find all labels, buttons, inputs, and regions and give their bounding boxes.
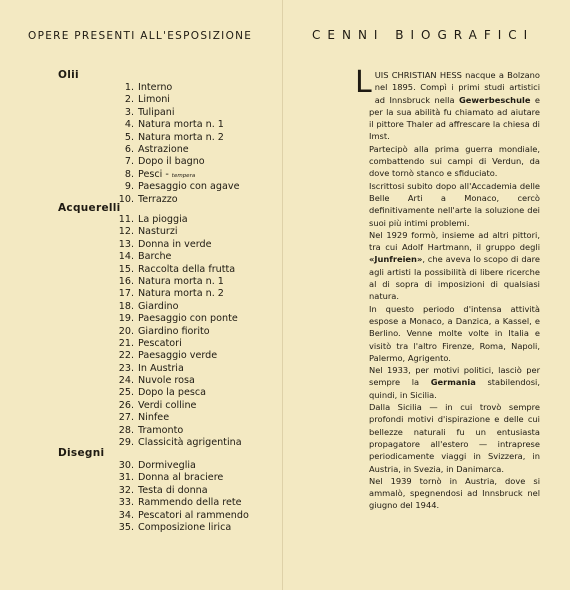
work-item	[100, 288, 242, 300]
fold-line	[282, 0, 283, 590]
bio-paragraph: In questo periodo d'intensa attività espose a Monaco, a Danzica, a Kassel, e Berlino. Venne molte volte in Italia e visitò tra l'altro Firenze, Roma, Napoli, Palermo, Agrigento.	[369, 303, 540, 363]
work-item	[100, 82, 239, 94]
works-list-acquerelli	[100, 214, 242, 449]
bio-text: UIS CHRISTIAN HESS nacque a Bolzano nel 1895. Compì i primi studi artistici ad Innsbruck nella	[374, 70, 540, 105]
work-number: 11.	[118, 214, 134, 225]
work-item	[100, 226, 242, 238]
bio-paragraph	[355, 65, 540, 143]
bio-paragraph: Dalla Sicilia — in cui trovò sempre profondi motivi d'ispirazione e delle cui bellezze naturali fu un entusiasta propagatore all'estero — intraprese periodicamente viaggi in Svizzera, in Austria, in Svezia, in Danimarca.	[369, 402, 540, 474]
biography-heading: CENNI BIOGRAFICI	[312, 28, 535, 42]
work-title: Pesci -	[138, 168, 169, 180]
work-item	[100, 251, 242, 263]
work-item	[100, 485, 249, 497]
work-note: tempera	[171, 172, 196, 179]
work-title: Limoni	[138, 94, 170, 106]
work-number: 21.	[118, 337, 134, 349]
work-number: 26.	[118, 399, 134, 411]
bio-paragraph: Iscrittosi subito dopo all'Accademia delle Belle Arti a Monaco, cercò definitivamente nell'arte la soluzione dei suoi più intimi problemi.	[369, 180, 540, 228]
bio-text: stabilendosi, quindi, in Sicilia.	[369, 377, 540, 400]
section-label-olii: Olii	[58, 69, 79, 81]
work-number: 25.	[118, 387, 134, 399]
work-item	[100, 264, 242, 276]
bio-paragraph: Nel 1939 tornò in Austria, dove si ammalò, spegnendosi ad Innsbruck nel giugno del 1944.	[369, 475, 540, 511]
work-number: 32.	[118, 484, 134, 496]
work-item	[100, 313, 242, 325]
bio-text: , che aveva lo scopo di dare agli artisti la possibilità di libere ricerche al di sopra di imposizioni di qualsiasi natura.	[369, 254, 540, 302]
work-title: Tulipani	[138, 106, 175, 118]
work-title: Classicità agrigentina	[138, 437, 242, 449]
work-title: Donna in verde	[138, 238, 212, 250]
work-title: Raccolta della frutta	[138, 263, 236, 275]
bio-paragraph	[369, 364, 540, 401]
work-item	[100, 156, 239, 168]
work-item	[100, 169, 239, 181]
work-number: 28.	[118, 424, 134, 436]
work-number: 35.	[118, 521, 134, 533]
work-number: 15.	[118, 263, 134, 275]
work-number: 13.	[118, 238, 134, 250]
work-title: Pescatori al rammendo	[138, 509, 249, 521]
work-title: Dopo la pesca	[138, 387, 207, 399]
work-number: 24.	[118, 375, 134, 387]
work-number: 27.	[118, 412, 134, 424]
work-number: 23.	[118, 362, 134, 374]
work-number: 4.	[124, 119, 134, 131]
work-title: Testa di donna	[138, 484, 208, 496]
work-item	[100, 363, 242, 375]
works-list-olii	[100, 82, 239, 206]
work-item	[100, 412, 242, 424]
section-label-acquerelli: Acquerelli	[58, 202, 121, 214]
work-item	[100, 94, 239, 106]
work-number: 33.	[118, 497, 134, 509]
work-item	[100, 107, 239, 119]
work-title: Nuvole rosa	[138, 375, 195, 387]
work-title: Natura morta n. 2	[138, 131, 224, 143]
work-item	[100, 214, 242, 226]
work-number: 20.	[118, 325, 134, 337]
work-title: Paesaggio con ponte	[138, 313, 238, 325]
work-title: Ninfee	[138, 412, 170, 424]
work-item	[100, 437, 242, 449]
work-title: Donna al braciere	[138, 472, 224, 484]
work-number: 16.	[118, 275, 134, 287]
work-title: Composizione lirica	[138, 521, 232, 533]
work-number: 7.	[124, 156, 134, 168]
work-number: 22.	[118, 350, 134, 362]
work-title: Tramonto	[138, 424, 184, 436]
work-title: Interno	[138, 82, 173, 93]
work-number: 1.	[124, 82, 134, 93]
work-title: Pescatori	[138, 337, 182, 349]
work-number: 12.	[118, 226, 134, 238]
work-number: 2.	[124, 94, 134, 106]
work-number: 18.	[118, 300, 134, 312]
bio-paragraph	[369, 229, 540, 303]
work-number: 5.	[124, 131, 134, 143]
work-number: 6.	[124, 143, 134, 155]
work-number: 8.	[124, 168, 134, 180]
work-number: 9.	[124, 181, 134, 193]
work-item	[100, 460, 249, 472]
work-title: Natura morta n. 1	[138, 275, 224, 287]
work-title: Terrazzo	[138, 193, 178, 205]
work-title: Giardino	[138, 300, 179, 312]
bio-text-bold: «Junfreien»	[369, 254, 423, 265]
work-title: Nasturzi	[138, 226, 178, 238]
bio-paragraph: Partecipò alla prima guerra mondiale, combattendo sui campi di Verdun, da dove tornò stanco e sfiduciato.	[369, 143, 540, 179]
work-title: In Austria	[138, 362, 184, 374]
work-item	[100, 144, 239, 156]
work-title: Paesaggio con agave	[138, 181, 240, 193]
biography-text	[355, 65, 540, 512]
work-title: Paesaggio verde	[138, 350, 218, 362]
work-number: 29.	[118, 437, 134, 449]
work-item	[100, 132, 239, 144]
work-title: Barche	[138, 251, 172, 263]
work-title: Natura morta n. 1	[138, 119, 224, 131]
work-number: 17.	[118, 288, 134, 300]
work-number: 10.	[118, 193, 134, 205]
work-title: Dopo il bagno	[138, 156, 205, 168]
work-title: Rammendo della rete	[138, 497, 242, 509]
works-heading: OPERE PRESENTI ALL'ESPOSIZIONE	[28, 30, 253, 42]
work-item	[100, 194, 239, 206]
work-item	[100, 119, 239, 131]
work-title: Giardino fiorito	[138, 325, 210, 337]
work-title: Astrazione	[138, 143, 189, 155]
work-item	[100, 276, 242, 288]
work-item	[100, 350, 242, 362]
work-number: 19.	[118, 313, 134, 325]
work-number: 3.	[124, 106, 134, 118]
work-title: Dormiveglia	[138, 460, 196, 471]
work-item	[100, 181, 239, 193]
work-item	[100, 400, 242, 412]
work-item	[100, 522, 249, 534]
bio-text: Nel 1929 formò, insieme ad altri pittori, tra cui Adolf Hartmann, il gruppo degli	[369, 229, 540, 253]
bio-text: e per la sua abilità fu chiamato ad aiutare il pittore Thaler ad affrescare la chiesa di Imst.	[369, 94, 540, 142]
work-item	[100, 338, 242, 350]
work-item	[100, 472, 249, 484]
work-number: 34.	[118, 509, 134, 521]
bio-text-bold: Germania	[430, 377, 476, 388]
drop-cap: L	[355, 65, 372, 100]
work-title: La pioggia	[138, 214, 188, 225]
work-item	[100, 239, 242, 251]
work-item	[100, 425, 242, 437]
work-item	[100, 326, 242, 338]
section-label-disegni: Disegni	[58, 447, 105, 459]
work-number: 31.	[118, 472, 134, 484]
work-item	[100, 510, 249, 522]
work-number: 30.	[118, 460, 134, 471]
work-item	[100, 497, 249, 509]
bio-text: Nel 1933, per motivi politici, lasciò per sempre la	[369, 365, 540, 388]
work-item	[100, 301, 242, 313]
work-number: 14.	[118, 251, 134, 263]
work-title: Verdi colline	[138, 399, 197, 411]
work-item	[100, 375, 242, 387]
bio-text-bold: Gewerbeschule	[458, 94, 531, 105]
work-title: Natura morta n. 2	[138, 288, 224, 300]
work-item	[100, 387, 242, 399]
works-list-disegni	[100, 460, 249, 534]
